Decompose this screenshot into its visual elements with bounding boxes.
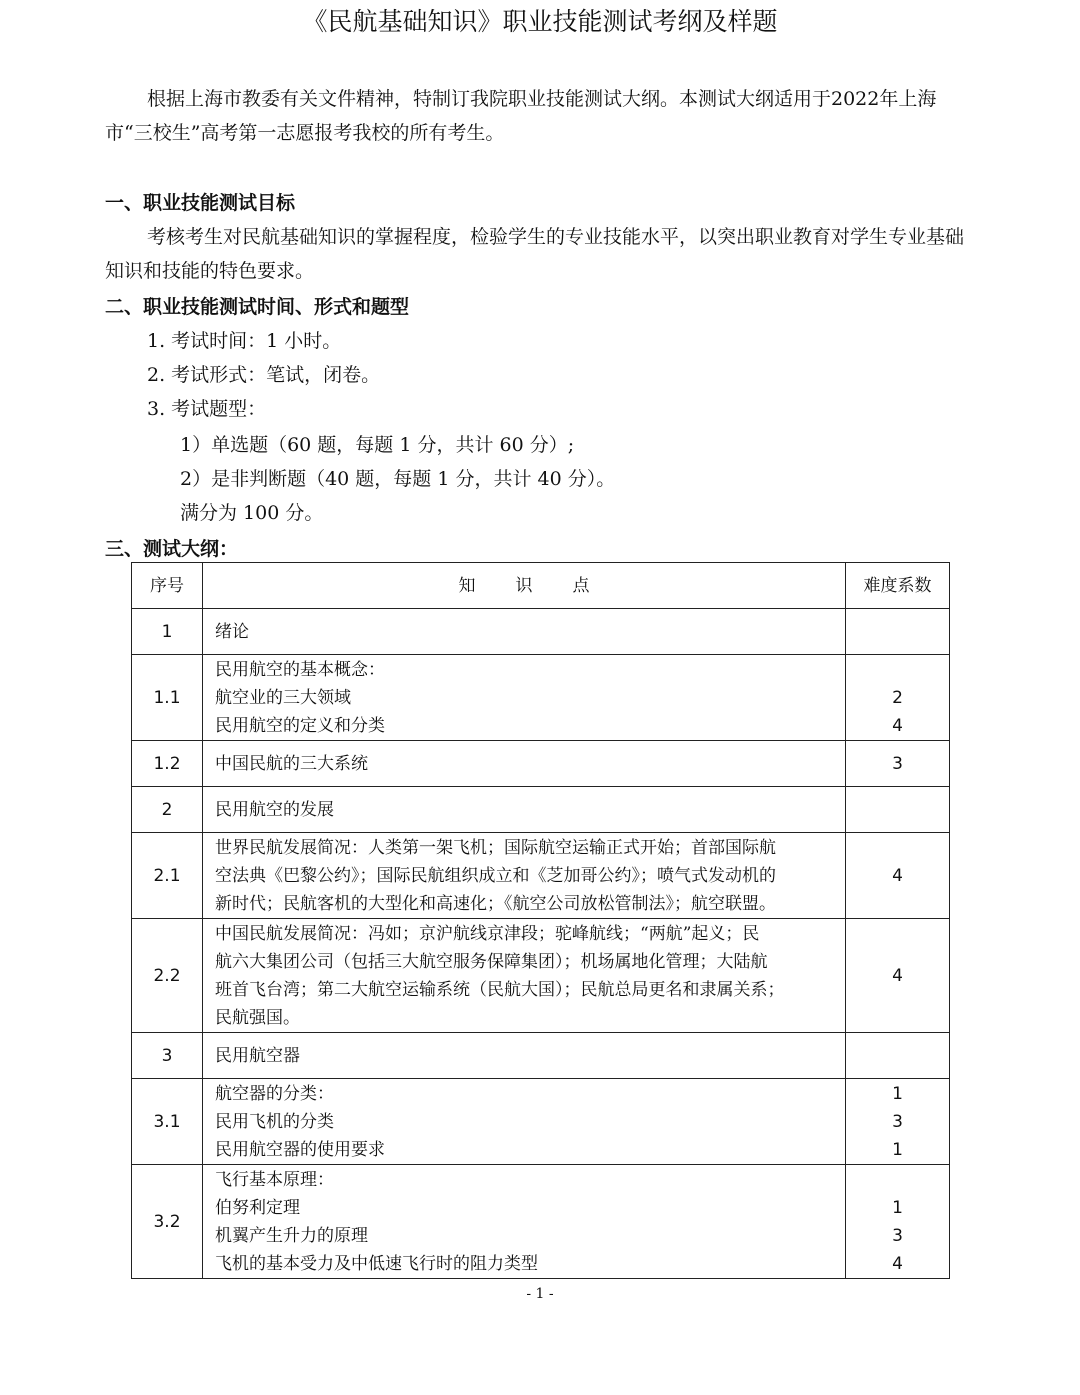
section-3-heading: 三、测试大纲： (105, 538, 239, 560)
table-row (132, 787, 950, 833)
page-title: 《民航基础知识》职业技能测试考纲及样题 (302, 7, 778, 36)
row-knowledge (203, 609, 846, 655)
table-row (132, 655, 950, 741)
row-number: 1.2 (132, 741, 203, 787)
section-1-heading: 一、职业技能测试目标 (105, 192, 296, 214)
row-number: 2.1 (132, 833, 203, 919)
knowledge-line: 世界民航发展简况：人类第一架飞机；国际航空运输正式开始；首部国际航 (215, 837, 776, 858)
table-row (132, 609, 950, 655)
knowledge-line: 航空器的分类： (215, 1083, 334, 1104)
row-number: 3.2 (132, 1165, 203, 1279)
row-number: 2.2 (132, 919, 203, 1033)
knowledge-line: 空法典《巴黎公约》；国际民航组织成立和《芝加哥公约》；喷气式发动机的 (215, 865, 776, 886)
row-knowledge (203, 1165, 846, 1279)
knowledge-line: 中国民航发展简况：冯如；京沪航线京津段；驼峰航线；“两航”起义；民 (215, 923, 760, 944)
difficulty-value: 2 (892, 687, 903, 708)
row-knowledge (203, 787, 846, 833)
table-row (132, 833, 950, 919)
header-knowledge: 知识点 (203, 563, 846, 609)
row-number: 1 (132, 609, 203, 655)
exam-types-item: 3. 考试题型： (147, 398, 267, 420)
knowledge-line: 民用飞机的分类 (215, 1111, 334, 1132)
knowledge-line: 民航强国。 (215, 1007, 300, 1028)
difficulty-value: 1 (892, 1139, 903, 1160)
exam-total-score: 满分为 100 分。 (180, 502, 324, 524)
difficulty-value: 4 (892, 715, 903, 736)
row-number: 2 (132, 787, 203, 833)
exam-type-true-false: 2）是非判断题（40 题，每题 1 分，共计 40 分）。 (180, 468, 616, 490)
intro-paragraph: 根据上海市教委有关文件精神，特制订我院职业技能测试大纲。本测试大纲适用于2022年上海市“三校生”高考第一志愿报考我校的所有考生。 (105, 88, 937, 144)
difficulty-value: 3 (892, 1111, 903, 1132)
difficulty-value: 1 (892, 1197, 903, 1218)
knowledge-line: 中国民航的三大系统 (215, 753, 368, 774)
row-knowledge (203, 833, 846, 919)
table-row (132, 1033, 950, 1079)
knowledge-line: 机翼产生升力的原理 (215, 1225, 368, 1246)
knowledge-line: 民用航空的定义和分类 (215, 715, 385, 736)
knowledge-line: 民用航空的基本概念： (215, 659, 385, 680)
header-no: 序号 (132, 563, 203, 609)
knowledge-line: 民用航空的发展 (215, 799, 334, 820)
page-number: - 1 - (526, 1286, 554, 1302)
knowledge-line: 民用航空器 (215, 1045, 300, 1066)
knowledge-line: 飞行基本原理： (215, 1169, 334, 1190)
section-2-heading: 二、职业技能测试时间、形式和题型 (105, 296, 410, 318)
row-knowledge (203, 1033, 846, 1079)
table-row (132, 919, 950, 1033)
header-difficulty: 难度系数 (846, 563, 950, 609)
difficulty-value: 4 (892, 1253, 903, 1274)
row-difficulty (846, 1079, 950, 1165)
row-knowledge (203, 655, 846, 741)
row-difficulty (846, 1033, 950, 1079)
table-row (132, 1079, 950, 1165)
table-row (132, 741, 950, 787)
row-knowledge (203, 741, 846, 787)
row-knowledge (203, 1079, 846, 1165)
knowledge-line: 航空业的三大领域 (215, 687, 351, 708)
difficulty-value (846, 656, 949, 684)
difficulty-value (846, 1166, 949, 1194)
row-difficulty: 4 (846, 833, 950, 919)
row-difficulty (846, 1165, 950, 1279)
row-number: 1.1 (132, 655, 203, 741)
difficulty-value: 1 (892, 1083, 903, 1104)
table-body (132, 609, 950, 1279)
row-knowledge (203, 919, 846, 1033)
knowledge-line: 伯努利定理 (215, 1197, 300, 1218)
difficulty-value: 3 (892, 1225, 903, 1246)
knowledge-line: 班首飞台湾；第二大航空运输系统（民航大国）；民航总局更名和隶属关系； (215, 979, 785, 1000)
exam-form-item: 2. 考试形式：笔试，闭卷。 (147, 364, 381, 386)
row-difficulty (846, 787, 950, 833)
knowledge-line: 民用航空器的使用要求 (215, 1139, 385, 1160)
knowledge-line: 飞机的基本受力及中低速飞行时的阻力类型 (215, 1253, 538, 1274)
table-header-row (132, 563, 950, 609)
row-difficulty (846, 609, 950, 655)
exam-type-single-choice: 1）单选题（60 题，每题 1 分，共计 60 分）; (180, 434, 575, 456)
row-difficulty: 4 (846, 919, 950, 1033)
row-difficulty: 3 (846, 741, 950, 787)
row-number: 3.1 (132, 1079, 203, 1165)
knowledge-line: 绪论 (215, 621, 249, 642)
row-number: 3 (132, 1033, 203, 1079)
syllabus-table (131, 562, 950, 1279)
table-row (132, 1165, 950, 1279)
knowledge-line: 新时代；民航客机的大型化和高速化；《航空公司放松管制法》；航空联盟。 (215, 893, 776, 914)
knowledge-line: 航六大集团公司（包括三大航空服务保障集团）；机场属地化管理；大陆航 (215, 951, 768, 972)
exam-time-item: 1. 考试时间：1 小时。 (147, 330, 342, 352)
row-difficulty (846, 655, 950, 741)
section-1-text: 考核考生对民航基础知识的掌握程度，检验学生的专业技能水平，以突出职业教育对学生专业基础知识和技能的特色要求。 (105, 226, 965, 282)
